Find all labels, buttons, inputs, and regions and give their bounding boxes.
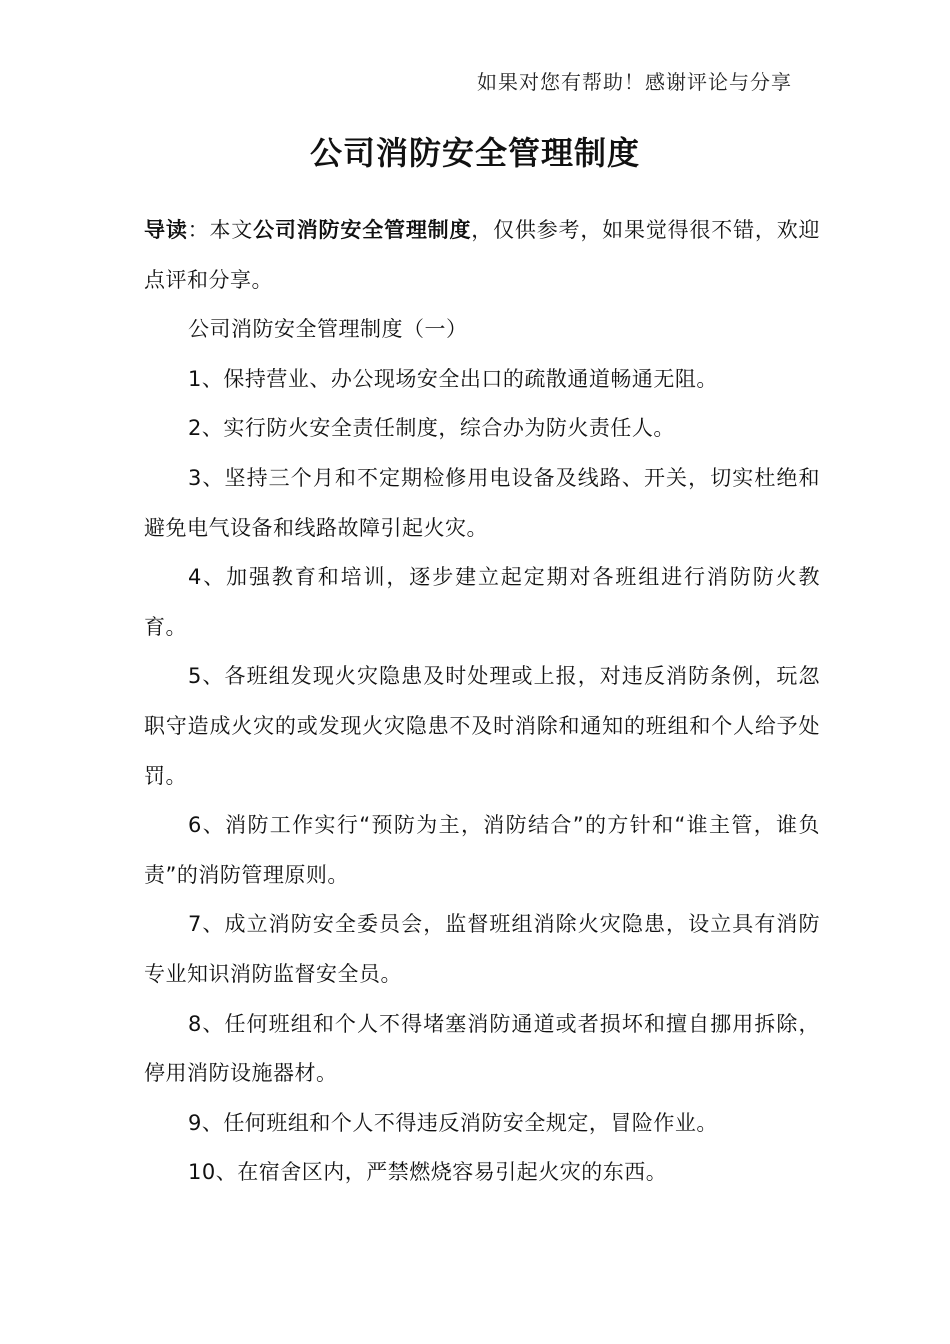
page-title: 公司消防安全管理制度 <box>309 134 640 172</box>
list-item: 7、成立消防安全委员会，监督班组消除火灾隐患，设立具有消防专业知识消防监督安全员。 <box>144 912 820 986</box>
document-body <box>144 206 820 1198</box>
list-item: 2、实行防火安全责任制度，综合办为防火责任人。 <box>188 416 675 441</box>
intro-colon: ： <box>187 218 210 242</box>
intro-paragraph <box>144 206 820 305</box>
intro-pre: 本文 <box>209 218 254 242</box>
list-item: 6、消防工作实行“预防为主，消防结合”的方针和“谁主管，谁负责”的消防管理原则。 <box>144 813 820 887</box>
list-item: 1、保持营业、办公现场安全出口的疏散通道畅通无阻。 <box>188 366 718 391</box>
list-item: 10、在宿舍区内，严禁燃烧容易引起火灾的东西。 <box>188 1160 668 1185</box>
list-item: 4、加强教育和培训，逐步建立起定期对各班组进行消防防火教育。 <box>144 565 820 639</box>
section-title: 公司消防安全管理制度（一） <box>188 317 468 342</box>
header-note: 如果对您有帮助！感谢评论与分享 <box>477 70 792 94</box>
intro-label: 导读 <box>144 218 188 242</box>
intro-bold-title: 公司消防安全管理制度 <box>253 218 472 242</box>
list-item: 9、任何班组和个人不得违反消防安全规定，冒险作业。 <box>188 1110 718 1135</box>
list-item: 5、各班组发现火灾隐患及时处理或上报，对违反消防条例，玩忽职守造成火灾的或发现火灾隐患不及时消除和通知的班组和个人给予处罚。 <box>144 664 820 788</box>
intro-post: ，仅供参考，如果觉得很不错，欢迎点评和分享。 <box>144 218 821 292</box>
list-item: 3、坚持三个月和不定期检修用电设备及线路、开关，切实杜绝和避免电气设备和线路故障引起火灾。 <box>144 465 820 540</box>
list-item: 8、任何班组和个人不得堵塞消防通道或者损坏和擅自挪用拆除，停用消防设施器材。 <box>144 1011 820 1086</box>
